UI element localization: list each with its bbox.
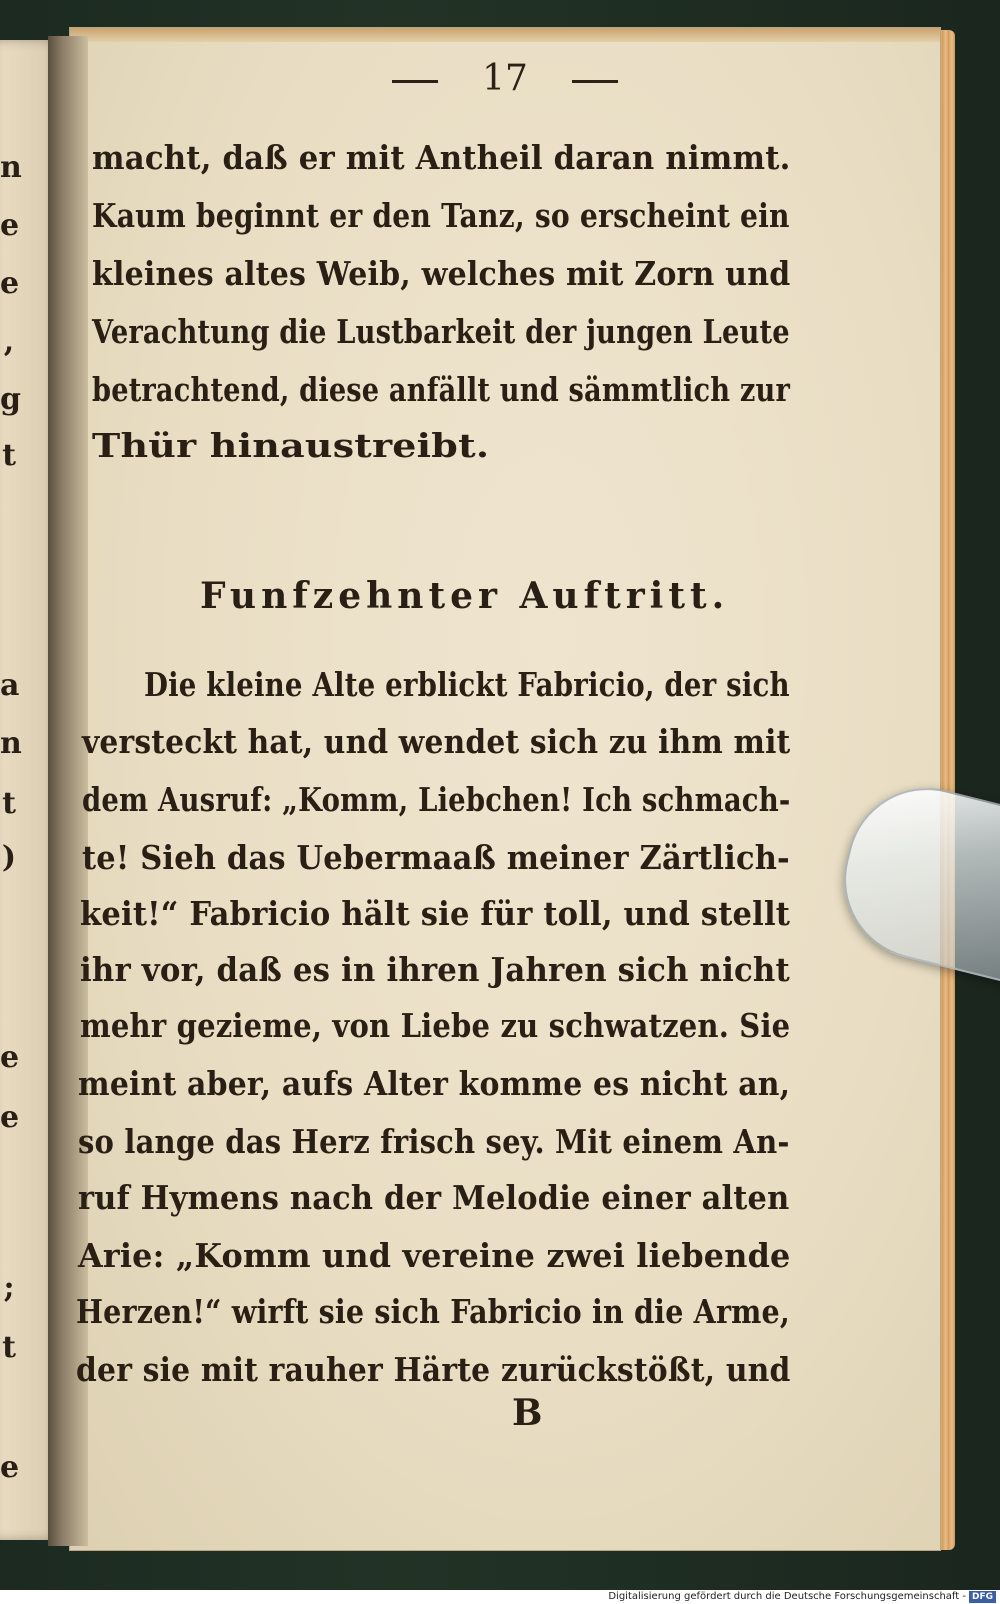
- text-line: Verachtung die Lustbarkeit der jungen Leute: [92, 312, 790, 351]
- left-page-fragment: e: [0, 1100, 20, 1135]
- page-header: [70, 58, 940, 108]
- text-line: der sie mit rauher Härte zurückstößt, und: [76, 1350, 791, 1389]
- text-line: Kaum beginnt er den Tanz, so erscheint ein: [92, 196, 790, 235]
- text-line: meint aber, aufs Alter komme es nicht an,: [78, 1064, 791, 1103]
- left-page-fragment: e: [0, 1450, 20, 1485]
- text-line: macht, daß er mit Antheil daran nimmt.: [92, 138, 791, 177]
- text-line: betrachtend, diese anfällt und sämmtlich zur: [92, 370, 790, 409]
- left-page-fragment: ;: [3, 1270, 15, 1305]
- text-line: mehr gezieme, von Liebe zu schwatzen. Sie: [80, 1006, 791, 1045]
- text-line: dem Ausruf: „Komm, Liebchen! Ich schmach-: [82, 780, 791, 819]
- section-heading: Funfzehnter Auftritt.: [200, 575, 730, 617]
- text-line: keit!“ Fabricio hält sie für toll, und stellt: [80, 894, 791, 933]
- text-line: Herzen!“ wirft sie sich Fabricio in die Arme,: [76, 1292, 791, 1331]
- text-line: Arie: „Komm und vereine zwei liebende: [78, 1236, 791, 1275]
- signature-mark: B: [512, 1392, 543, 1434]
- footer-credit: [0, 1590, 1000, 1604]
- left-page-fragment: t: [2, 438, 16, 473]
- left-page-fragment: n: [0, 726, 22, 761]
- left-page-fragment: a: [0, 668, 20, 703]
- text-line: kleines altes Weib, welches mit Zorn und: [92, 254, 791, 293]
- text-line: Die kleine Alte erblickt Fabricio, der sich: [144, 665, 790, 704]
- header-dash-left: [392, 80, 438, 83]
- left-page-fragment: t: [2, 786, 16, 821]
- page-top-edge: [70, 28, 940, 42]
- text-line: te! Sieh das Uebermaaß meiner Zärtlich-: [82, 838, 790, 877]
- left-page-fragment: ): [1, 840, 17, 875]
- left-page-fragment: e: [0, 208, 20, 243]
- text-line: ruf Hymens nach der Melodie einer alten: [78, 1178, 790, 1217]
- dfg-logo: DFG: [969, 1591, 996, 1603]
- text-line: Thür hinaustreibt.: [92, 426, 490, 465]
- left-page-fragment: n: [0, 150, 22, 185]
- text-line: versteckt hat, und wendet sich zu ihm mit: [82, 722, 791, 761]
- left-page-fragment: t: [2, 1330, 16, 1365]
- footer-text: Digitalisierung gefördert durch die Deutsche Forschungsgemeinschaft -: [608, 1591, 966, 1602]
- left-page-fragment: ,: [3, 324, 15, 359]
- header-dash-right: [572, 80, 618, 83]
- page-number: 17: [482, 58, 528, 99]
- left-page-fragment: g: [0, 382, 21, 417]
- left-page-fragment: e: [0, 1040, 20, 1075]
- text-line: ihr vor, daß es in ihren Jahren sich nicht: [80, 950, 790, 989]
- left-page-fragment: e: [0, 266, 20, 301]
- text-line: so lange das Herz frisch sey. Mit einem An-: [78, 1122, 790, 1161]
